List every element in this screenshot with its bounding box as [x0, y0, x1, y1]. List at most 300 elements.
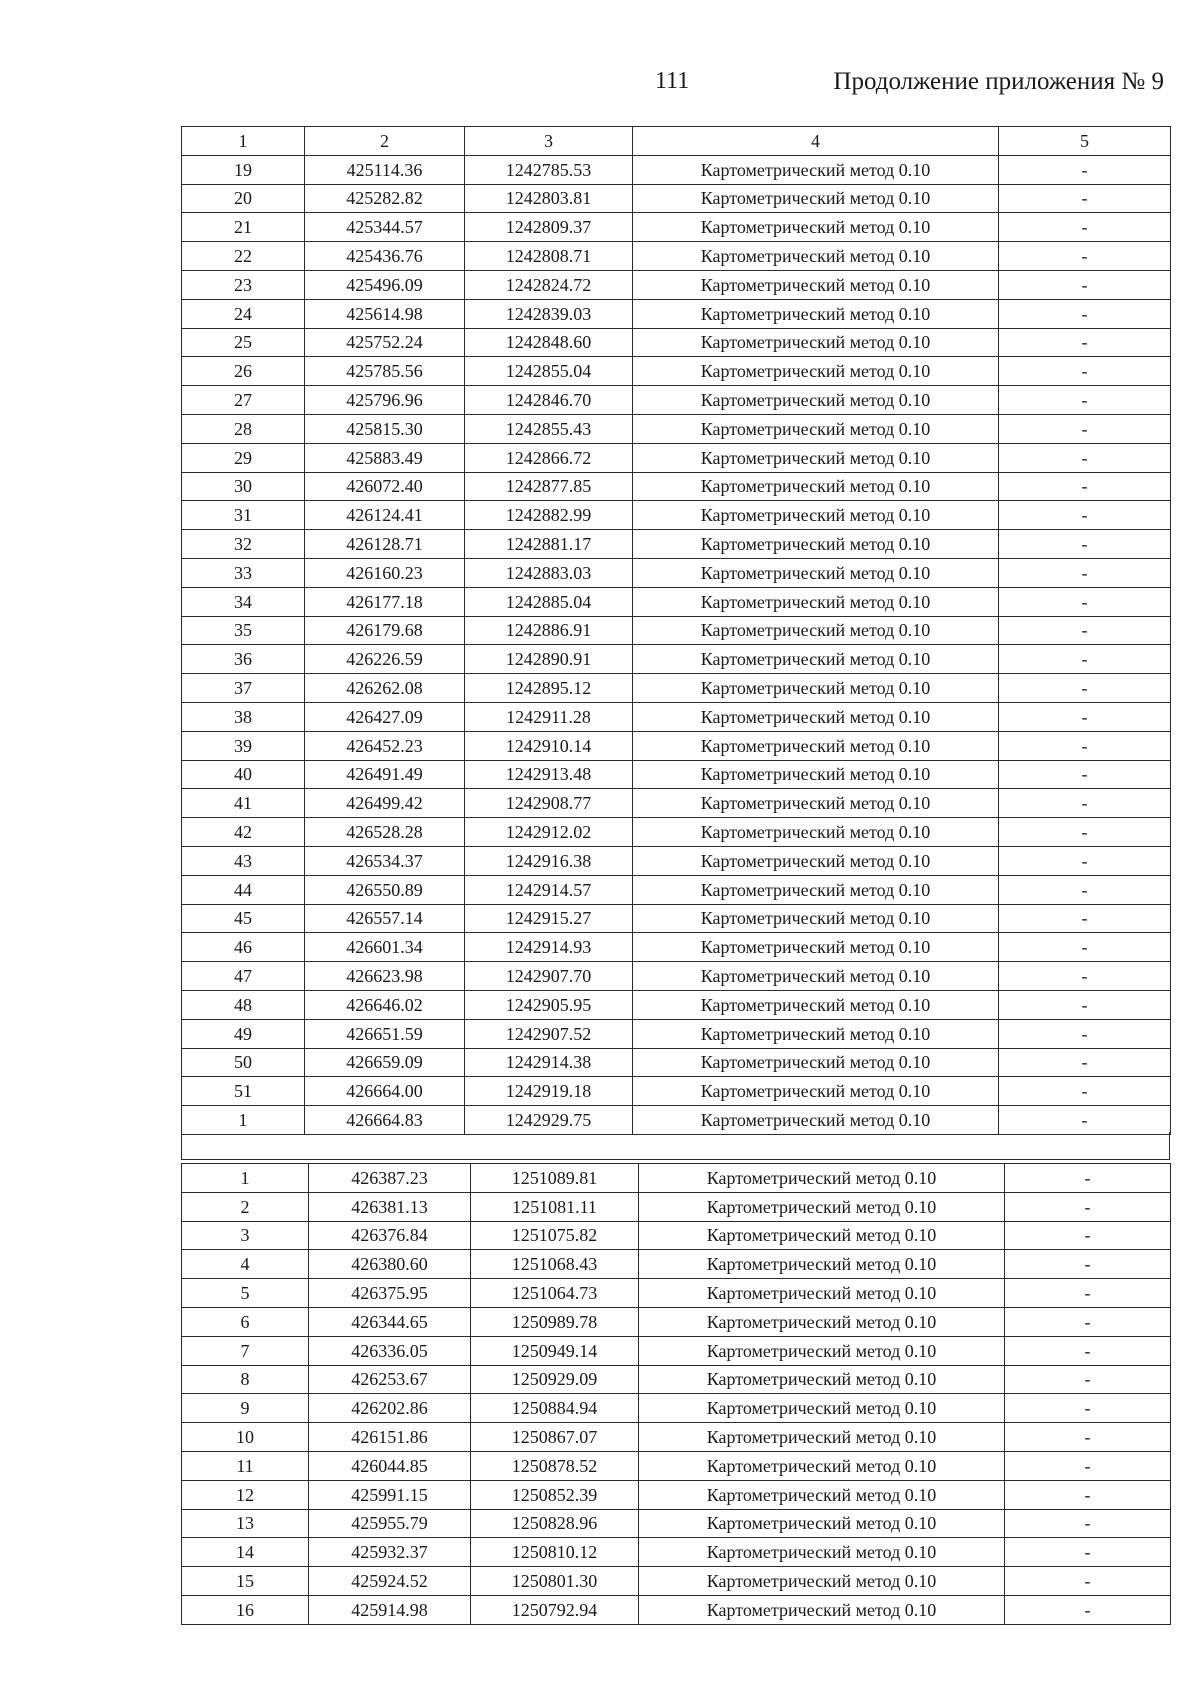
point-number-cell: 9 [182, 1394, 309, 1423]
table-row [182, 1509, 1171, 1538]
method-cell: Картометрический метод 0.10 [639, 1336, 1005, 1365]
x-coordinate-cell: 425796.96 [305, 386, 465, 415]
x-coordinate-cell: 426179.68 [305, 616, 465, 645]
table-row [182, 1019, 1171, 1048]
method-cell: Картометрический метод 0.10 [633, 962, 999, 991]
x-coordinate-cell: 426659.09 [305, 1048, 465, 1077]
point-number-cell: 37 [182, 674, 305, 703]
note-cell: - [999, 443, 1171, 472]
table-row [182, 1595, 1171, 1624]
table-row [182, 846, 1171, 875]
x-coordinate-cell: 425991.15 [309, 1480, 471, 1509]
y-coordinate-cell: 1242914.57 [465, 875, 633, 904]
table-row [182, 1336, 1171, 1365]
note-cell: - [999, 1106, 1171, 1135]
x-coordinate-cell: 426380.60 [309, 1250, 471, 1279]
x-coordinate-cell: 425496.09 [305, 270, 465, 299]
table-row [182, 1307, 1171, 1336]
x-coordinate-cell: 426336.05 [309, 1336, 471, 1365]
note-cell: - [1005, 1164, 1171, 1193]
method-cell: Картометрический метод 0.10 [633, 645, 999, 674]
x-coordinate-cell: 425614.98 [305, 299, 465, 328]
point-number-cell: 19 [182, 155, 305, 184]
method-cell: Картометрический метод 0.10 [633, 443, 999, 472]
x-coordinate-cell: 426557.14 [305, 904, 465, 933]
x-coordinate-cell: 425752.24 [305, 328, 465, 357]
x-coordinate-cell: 426177.18 [305, 587, 465, 616]
note-cell: - [999, 645, 1171, 674]
table-row [182, 1451, 1171, 1480]
method-cell: Картометрический метод 0.10 [639, 1595, 1005, 1624]
x-coordinate-cell: 425114.36 [305, 155, 465, 184]
point-number-cell: 40 [182, 760, 305, 789]
point-number-cell: 16 [182, 1595, 309, 1624]
x-coordinate-cell: 426427.09 [305, 702, 465, 731]
table-row [182, 443, 1171, 472]
y-coordinate-cell: 1251075.82 [471, 1221, 639, 1250]
y-coordinate-cell: 1242915.27 [465, 904, 633, 933]
point-number-cell: 26 [182, 357, 305, 386]
y-coordinate-cell: 1242882.99 [465, 501, 633, 530]
y-coordinate-cell: 1242929.75 [465, 1106, 633, 1135]
point-number-cell: 46 [182, 933, 305, 962]
method-cell: Картометрический метод 0.10 [639, 1423, 1005, 1452]
point-number-cell: 12 [182, 1480, 309, 1509]
point-number-cell: 22 [182, 242, 305, 271]
method-cell: Картометрический метод 0.10 [633, 1048, 999, 1077]
method-cell: Картометрический метод 0.10 [633, 616, 999, 645]
point-number-cell: 2 [182, 1192, 309, 1221]
y-coordinate-cell: 1242916.38 [465, 846, 633, 875]
y-coordinate-cell: 1250810.12 [471, 1538, 639, 1567]
method-cell: Картометрический метод 0.10 [639, 1480, 1005, 1509]
x-coordinate-cell: 425955.79 [309, 1509, 471, 1538]
method-cell: Картометрический метод 0.10 [639, 1221, 1005, 1250]
coordinates-table-1 [181, 126, 1171, 1135]
note-cell: - [1005, 1336, 1171, 1365]
note-cell: - [999, 962, 1171, 991]
x-coordinate-cell: 426452.23 [305, 731, 465, 760]
y-coordinate-cell: 1242912.02 [465, 818, 633, 847]
note-cell: - [999, 530, 1171, 559]
point-number-cell: 5 [182, 1279, 309, 1308]
table-row [182, 558, 1171, 587]
point-number-cell: 50 [182, 1048, 305, 1077]
note-cell: - [999, 616, 1171, 645]
x-coordinate-cell: 425436.76 [305, 242, 465, 271]
point-number-cell: 34 [182, 587, 305, 616]
method-cell: Картометрический метод 0.10 [633, 904, 999, 933]
table-row [182, 270, 1171, 299]
method-cell: Картометрический метод 0.10 [633, 299, 999, 328]
note-cell: - [999, 501, 1171, 530]
y-coordinate-cell: 1242908.77 [465, 789, 633, 818]
x-coordinate-cell: 425785.56 [305, 357, 465, 386]
method-cell: Картометрический метод 0.10 [633, 155, 999, 184]
point-number-cell: 13 [182, 1509, 309, 1538]
table-row [182, 933, 1171, 962]
table-row [182, 1106, 1171, 1135]
table-row [182, 328, 1171, 357]
table-row [182, 904, 1171, 933]
table-row [182, 1250, 1171, 1279]
x-coordinate-cell: 426664.83 [305, 1106, 465, 1135]
point-number-cell: 43 [182, 846, 305, 875]
y-coordinate-cell: 1242881.17 [465, 530, 633, 559]
note-cell: - [999, 270, 1171, 299]
note-cell: - [999, 414, 1171, 443]
note-cell: - [1005, 1538, 1171, 1567]
column-header: 1 [182, 127, 305, 156]
table-row [182, 731, 1171, 760]
note-cell: - [999, 904, 1171, 933]
note-cell: - [999, 1077, 1171, 1106]
method-cell: Картометрический метод 0.10 [633, 702, 999, 731]
note-cell: - [1005, 1451, 1171, 1480]
method-cell: Картометрический метод 0.10 [639, 1279, 1005, 1308]
y-coordinate-cell: 1251068.43 [471, 1250, 639, 1279]
y-coordinate-cell: 1242785.53 [465, 155, 633, 184]
note-cell: - [1005, 1365, 1171, 1394]
method-cell: Картометрический метод 0.10 [633, 587, 999, 616]
x-coordinate-cell: 426623.98 [305, 962, 465, 991]
y-coordinate-cell: 1251089.81 [471, 1164, 639, 1193]
table-row [182, 1480, 1171, 1509]
y-coordinate-cell: 1242883.03 [465, 558, 633, 587]
x-coordinate-cell: 426226.59 [305, 645, 465, 674]
point-number-cell: 41 [182, 789, 305, 818]
x-coordinate-cell: 425883.49 [305, 443, 465, 472]
note-cell: - [999, 789, 1171, 818]
table-row [182, 702, 1171, 731]
point-number-cell: 11 [182, 1451, 309, 1480]
method-cell: Картометрический метод 0.10 [633, 731, 999, 760]
point-number-cell: 51 [182, 1077, 305, 1106]
y-coordinate-cell: 1242846.70 [465, 386, 633, 415]
method-cell: Картометрический метод 0.10 [639, 1451, 1005, 1480]
table-row [182, 587, 1171, 616]
x-coordinate-cell: 426651.59 [305, 1019, 465, 1048]
table-row [182, 1279, 1171, 1308]
y-coordinate-cell: 1250792.94 [471, 1595, 639, 1624]
table-row [182, 530, 1171, 559]
method-cell: Картометрический метод 0.10 [633, 1106, 999, 1135]
x-coordinate-cell: 425344.57 [305, 213, 465, 242]
method-cell: Картометрический метод 0.10 [633, 933, 999, 962]
point-number-cell: 25 [182, 328, 305, 357]
point-number-cell: 27 [182, 386, 305, 415]
y-coordinate-cell: 1242886.91 [465, 616, 633, 645]
table-row [182, 1538, 1171, 1567]
method-cell: Картометрический метод 0.10 [633, 501, 999, 530]
point-number-cell: 47 [182, 962, 305, 991]
y-coordinate-cell: 1242885.04 [465, 587, 633, 616]
column-header: 2 [305, 127, 465, 156]
point-number-cell: 6 [182, 1307, 309, 1336]
y-coordinate-cell: 1242907.52 [465, 1019, 633, 1048]
table-row [182, 155, 1171, 184]
table-row [182, 818, 1171, 847]
y-coordinate-cell: 1250884.94 [471, 1394, 639, 1423]
y-coordinate-cell: 1250801.30 [471, 1567, 639, 1596]
y-coordinate-cell: 1242848.60 [465, 328, 633, 357]
note-cell: - [999, 990, 1171, 1019]
y-coordinate-cell: 1242855.04 [465, 357, 633, 386]
method-cell: Картометрический метод 0.10 [633, 386, 999, 415]
x-coordinate-cell: 426262.08 [305, 674, 465, 703]
table-row [182, 472, 1171, 501]
y-coordinate-cell: 1242895.12 [465, 674, 633, 703]
note-cell: - [999, 1048, 1171, 1077]
point-number-cell: 30 [182, 472, 305, 501]
table-row [182, 645, 1171, 674]
table-row [182, 1394, 1171, 1423]
y-coordinate-cell: 1242855.43 [465, 414, 633, 443]
x-coordinate-cell: 426160.23 [305, 558, 465, 587]
y-coordinate-cell: 1242910.14 [465, 731, 633, 760]
y-coordinate-cell: 1242914.93 [465, 933, 633, 962]
x-coordinate-cell: 426253.67 [309, 1365, 471, 1394]
note-cell: - [999, 213, 1171, 242]
table-row [182, 789, 1171, 818]
table-row [182, 760, 1171, 789]
table-row [182, 990, 1171, 1019]
point-number-cell: 48 [182, 990, 305, 1019]
note-cell: - [999, 299, 1171, 328]
method-cell: Картометрический метод 0.10 [633, 328, 999, 357]
method-cell: Картометрический метод 0.10 [633, 184, 999, 213]
table-row [182, 184, 1171, 213]
y-coordinate-cell: 1251064.73 [471, 1279, 639, 1308]
table-row [182, 1164, 1171, 1193]
note-cell: - [1005, 1221, 1171, 1250]
method-cell: Картометрический метод 0.10 [633, 270, 999, 299]
note-cell: - [999, 587, 1171, 616]
x-coordinate-cell: 426491.49 [305, 760, 465, 789]
y-coordinate-cell: 1250852.39 [471, 1480, 639, 1509]
y-coordinate-cell: 1242905.95 [465, 990, 633, 1019]
note-cell: - [999, 875, 1171, 904]
coordinates-table-2 [181, 1163, 1171, 1625]
x-coordinate-cell: 426375.95 [309, 1279, 471, 1308]
table-separator-row [181, 1132, 1170, 1160]
table-row [182, 616, 1171, 645]
x-coordinate-cell: 426044.85 [309, 1451, 471, 1480]
x-coordinate-cell: 426124.41 [305, 501, 465, 530]
note-cell: - [1005, 1192, 1171, 1221]
point-number-cell: 14 [182, 1538, 309, 1567]
page-header [0, 68, 1200, 104]
point-number-cell: 28 [182, 414, 305, 443]
point-number-cell: 44 [182, 875, 305, 904]
column-header: 3 [465, 127, 633, 156]
method-cell: Картометрический метод 0.10 [633, 674, 999, 703]
method-cell: Картометрический метод 0.10 [639, 1538, 1005, 1567]
table-row [182, 1048, 1171, 1077]
point-number-cell: 33 [182, 558, 305, 587]
y-coordinate-cell: 1250867.07 [471, 1423, 639, 1452]
note-cell: - [1005, 1595, 1171, 1624]
point-number-cell: 3 [182, 1221, 309, 1250]
note-cell: - [999, 558, 1171, 587]
note-cell: - [1005, 1307, 1171, 1336]
note-cell: - [1005, 1279, 1171, 1308]
point-number-cell: 15 [182, 1567, 309, 1596]
table-row [182, 299, 1171, 328]
x-coordinate-cell: 426151.86 [309, 1423, 471, 1452]
table-row [182, 213, 1171, 242]
table-row [182, 674, 1171, 703]
method-cell: Картометрический метод 0.10 [639, 1307, 1005, 1336]
column-header: 4 [633, 127, 999, 156]
note-cell: - [999, 846, 1171, 875]
y-coordinate-cell: 1242907.70 [465, 962, 633, 991]
table-row [182, 1567, 1171, 1596]
table-row [182, 501, 1171, 530]
note-cell: - [1005, 1480, 1171, 1509]
y-coordinate-cell: 1242919.18 [465, 1077, 633, 1106]
note-cell: - [999, 731, 1171, 760]
note-cell: - [999, 702, 1171, 731]
table-row [182, 1221, 1171, 1250]
method-cell: Картометрический метод 0.10 [633, 760, 999, 789]
point-number-cell: 45 [182, 904, 305, 933]
page-number: 111 [655, 68, 690, 94]
note-cell: - [999, 1019, 1171, 1048]
y-coordinate-cell: 1242866.72 [465, 443, 633, 472]
point-number-cell: 20 [182, 184, 305, 213]
point-number-cell: 8 [182, 1365, 309, 1394]
point-number-cell: 4 [182, 1250, 309, 1279]
x-coordinate-cell: 425914.98 [309, 1595, 471, 1624]
x-coordinate-cell: 426128.71 [305, 530, 465, 559]
x-coordinate-cell: 426376.84 [309, 1221, 471, 1250]
note-cell: - [1005, 1250, 1171, 1279]
x-coordinate-cell: 425815.30 [305, 414, 465, 443]
table-row [182, 1423, 1171, 1452]
method-cell: Картометрический метод 0.10 [633, 558, 999, 587]
x-coordinate-cell: 426387.23 [309, 1164, 471, 1193]
y-coordinate-cell: 1242877.85 [465, 472, 633, 501]
note-cell: - [1005, 1394, 1171, 1423]
method-cell: Картометрический метод 0.10 [633, 1077, 999, 1106]
y-coordinate-cell: 1242809.37 [465, 213, 633, 242]
point-number-cell: 38 [182, 702, 305, 731]
point-number-cell: 10 [182, 1423, 309, 1452]
x-coordinate-cell: 426344.65 [309, 1307, 471, 1336]
note-cell: - [999, 184, 1171, 213]
method-cell: Картометрический метод 0.10 [633, 213, 999, 242]
table-row [182, 386, 1171, 415]
point-number-cell: 36 [182, 645, 305, 674]
method-cell: Картометрический метод 0.10 [639, 1164, 1005, 1193]
point-number-cell: 39 [182, 731, 305, 760]
note-cell: - [1005, 1509, 1171, 1538]
column-header-row [182, 127, 1171, 156]
point-number-cell: 7 [182, 1336, 309, 1365]
point-number-cell: 1 [182, 1164, 309, 1193]
method-cell: Картометрический метод 0.10 [639, 1192, 1005, 1221]
x-coordinate-cell: 426381.13 [309, 1192, 471, 1221]
method-cell: Картометрический метод 0.10 [633, 530, 999, 559]
note-cell: - [999, 155, 1171, 184]
table-row [182, 414, 1171, 443]
x-coordinate-cell: 426534.37 [305, 846, 465, 875]
note-cell: - [999, 933, 1171, 962]
method-cell: Картометрический метод 0.10 [633, 242, 999, 271]
y-coordinate-cell: 1242913.48 [465, 760, 633, 789]
note-cell: - [999, 357, 1171, 386]
y-coordinate-cell: 1242890.91 [465, 645, 633, 674]
note-cell: - [999, 674, 1171, 703]
method-cell: Картометрический метод 0.10 [639, 1394, 1005, 1423]
x-coordinate-cell: 425932.37 [309, 1538, 471, 1567]
y-coordinate-cell: 1242911.28 [465, 702, 633, 731]
method-cell: Картометрический метод 0.10 [633, 472, 999, 501]
point-number-cell: 21 [182, 213, 305, 242]
x-coordinate-cell: 425924.52 [309, 1567, 471, 1596]
point-number-cell: 31 [182, 501, 305, 530]
x-coordinate-cell: 426528.28 [305, 818, 465, 847]
note-cell: - [1005, 1423, 1171, 1452]
note-cell: - [999, 242, 1171, 271]
note-cell: - [999, 328, 1171, 357]
note-cell: - [999, 472, 1171, 501]
note-cell: - [1005, 1567, 1171, 1596]
method-cell: Картометрический метод 0.10 [633, 990, 999, 1019]
point-number-cell: 49 [182, 1019, 305, 1048]
point-number-cell: 32 [182, 530, 305, 559]
continuation-title: Продолжение приложения № 9 [833, 68, 1164, 95]
x-coordinate-cell: 425282.82 [305, 184, 465, 213]
table-row [182, 1365, 1171, 1394]
note-cell: - [999, 818, 1171, 847]
y-coordinate-cell: 1250828.96 [471, 1509, 639, 1538]
note-cell: - [999, 760, 1171, 789]
table-row [182, 357, 1171, 386]
point-number-cell: 24 [182, 299, 305, 328]
point-number-cell: 1 [182, 1106, 305, 1135]
x-coordinate-cell: 426550.89 [305, 875, 465, 904]
method-cell: Картометрический метод 0.10 [639, 1365, 1005, 1394]
y-coordinate-cell: 1242803.81 [465, 184, 633, 213]
table-row [182, 962, 1171, 991]
method-cell: Картометрический метод 0.10 [639, 1509, 1005, 1538]
x-coordinate-cell: 426202.86 [309, 1394, 471, 1423]
y-coordinate-cell: 1251081.11 [471, 1192, 639, 1221]
method-cell: Картометрический метод 0.10 [633, 789, 999, 818]
y-coordinate-cell: 1250878.52 [471, 1451, 639, 1480]
y-coordinate-cell: 1242824.72 [465, 270, 633, 299]
method-cell: Картометрический метод 0.10 [639, 1250, 1005, 1279]
y-coordinate-cell: 1242914.38 [465, 1048, 633, 1077]
point-number-cell: 35 [182, 616, 305, 645]
point-number-cell: 23 [182, 270, 305, 299]
y-coordinate-cell: 1250949.14 [471, 1336, 639, 1365]
y-coordinate-cell: 1242839.03 [465, 299, 633, 328]
table-row [182, 1077, 1171, 1106]
point-number-cell: 42 [182, 818, 305, 847]
y-coordinate-cell: 1250989.78 [471, 1307, 639, 1336]
point-number-cell: 29 [182, 443, 305, 472]
x-coordinate-cell: 426072.40 [305, 472, 465, 501]
table-row [182, 242, 1171, 271]
x-coordinate-cell: 426499.42 [305, 789, 465, 818]
column-header: 5 [999, 127, 1171, 156]
x-coordinate-cell: 426664.00 [305, 1077, 465, 1106]
y-coordinate-cell: 1250929.09 [471, 1365, 639, 1394]
method-cell: Картометрический метод 0.10 [633, 357, 999, 386]
